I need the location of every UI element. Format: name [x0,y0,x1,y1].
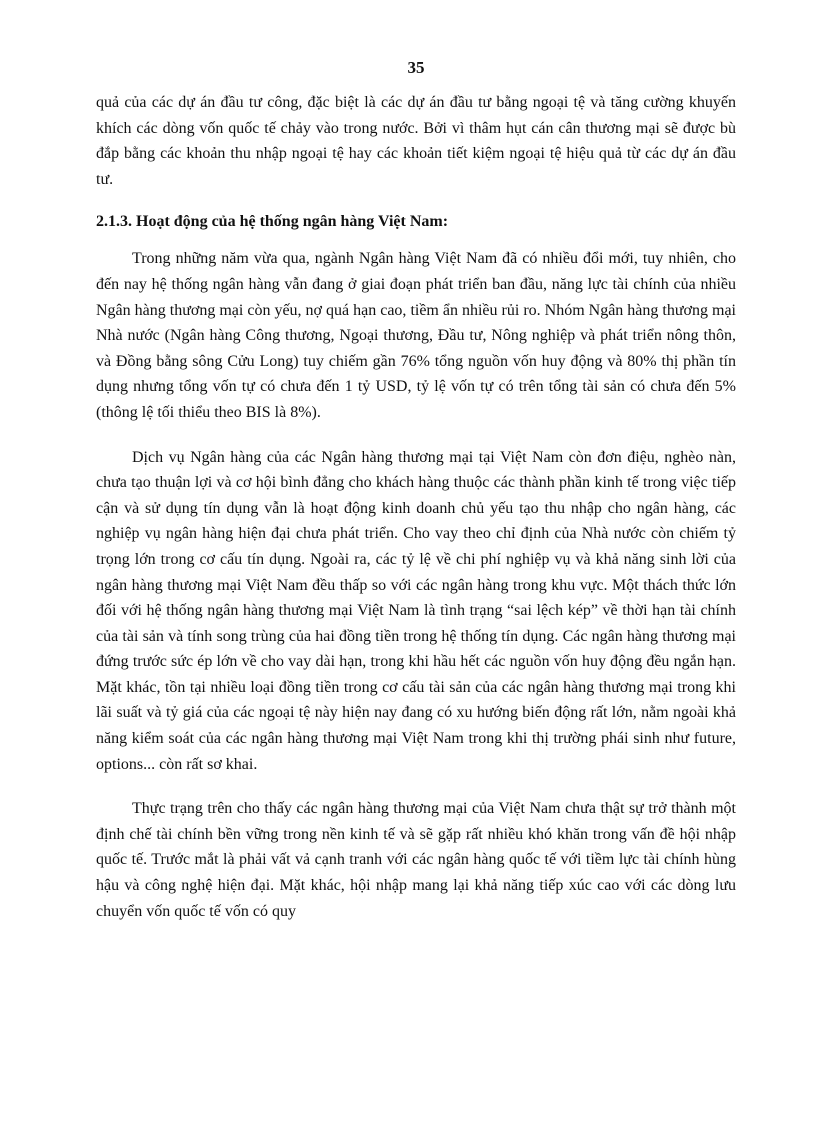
paragraph-banking-overview: Trong những năm vừa qua, ngành Ngân hàng Việt Nam đã có nhiều đổi mới, tuy nhiên, cho đến nay hệ thống ngân hàng vẫn đang ở giai đoạn phát triển ban đầu, năng lực tài chính của nhiều Ngân hàng thương mại còn yếu, nợ quá hạn cao, tiềm ẩn nhiều rủi ro. Nhóm Ngân hàng thương mại Nhà nước (Ngân hàng Công thương, Ngoại thương, Đầu tư, Nông nghiệp và phát triển nông thôn, và Đồng bằng sông Cửu Long) tuy chiếm gần 76% tổng nguồn vốn huy động và 80% thị phần tín dụng nhưng tổng vốn tự có chưa đến 1 tỷ USD, tỷ lệ vốn tự có trên tổng tài sản có chưa đến 5% (thông lệ tối thiểu theo BIS là 8%). [96,250,736,421]
document-page [96,56,736,924]
paragraph-continuation: quả của các dự án đầu tư công, đặc biệt là các dự án đầu tư bằng ngoại tệ và tăng cường khuyến khích các dòng vốn quốc tế chảy vào trong nước. Bởi vì thâm hụt cán cân thương mại sẽ được bù đắp bằng các khoản thu nhập ngoại tệ hay các khoản tiết kiệm ngoại tệ hiệu quả từ các dự án đầu tư. [96,94,736,188]
paragraph-integration-challenges: Thực trạng trên cho thấy các ngân hàng thương mại của Việt Nam chưa thật sự trở thành một định chế tài chính bền vững trong nền kinh tế và sẽ gặp rất nhiều khó khăn trong vấn đề hội nhập quốc tế. Trước mắt là phải vất vả cạnh tranh với các ngân hàng quốc tế với tiềm lực tài chính hùng hậu và công nghệ hiện đại. Mặt khác, hội nhập mang lại khả năng tiếp xúc cao với các dòng lưu chuyển vốn quốc tế vốn có quy [96,800,736,920]
paragraph-banking-services: Dịch vụ Ngân hàng của các Ngân hàng thương mại tại Việt Nam còn đơn điệu, nghèo nàn, chưa tạo thuận lợi và cơ hội bình đẳng cho khách hàng thuộc các thành phần kinh tế trong việc tiếp cận và sử dụng tín dụng vẫn là hoạt động kinh doanh chủ yếu tạo thu nhập cho ngân hàng, các nghiệp vụ ngân hàng hiện đại chưa phát triển. Cho vay theo chỉ định của Nhà nước còn chiếm tỷ trọng lớn trong cơ cấu tín dụng. Ngoài ra, các tỷ lệ về chi phí nghiệp vụ và khả năng sinh lời của ngân hàng thương mại Việt Nam đều thấp so với các ngân hàng trong khu vực. Một thách thức lớn đối với hệ thống ngân hàng thương mại Việt Nam là tình trạng “sai lệch kép” về thời hạn tài chính của tài sản và tính song trùng của hai đồng tiền trong hệ thống tín dụng. Các ngân hàng thương mại đứng trước sức ép lớn về cho vay dài hạn, trong khi hầu hết các nguồn vốn huy động đều ngắn hạn. Mặt khác, tồn tại nhiều loại đồng tiền trong cơ cấu tài sản của các ngân hàng thương mại trong khi lãi suất và tỷ giá của các ngoại tệ này hiện nay đang có xu hướng biến động rất lớn, nằm ngoài khả năng kiểm soát của các ngân hàng thương mại Việt Nam trong khi thị trường phái sinh như future, options... còn rất sơ khai. [96,448,736,773]
section-heading: 2.1.3. Hoạt động của hệ thống ngân hàng Việt Nam: [96,213,449,231]
page-number: 35 [407,58,425,77]
